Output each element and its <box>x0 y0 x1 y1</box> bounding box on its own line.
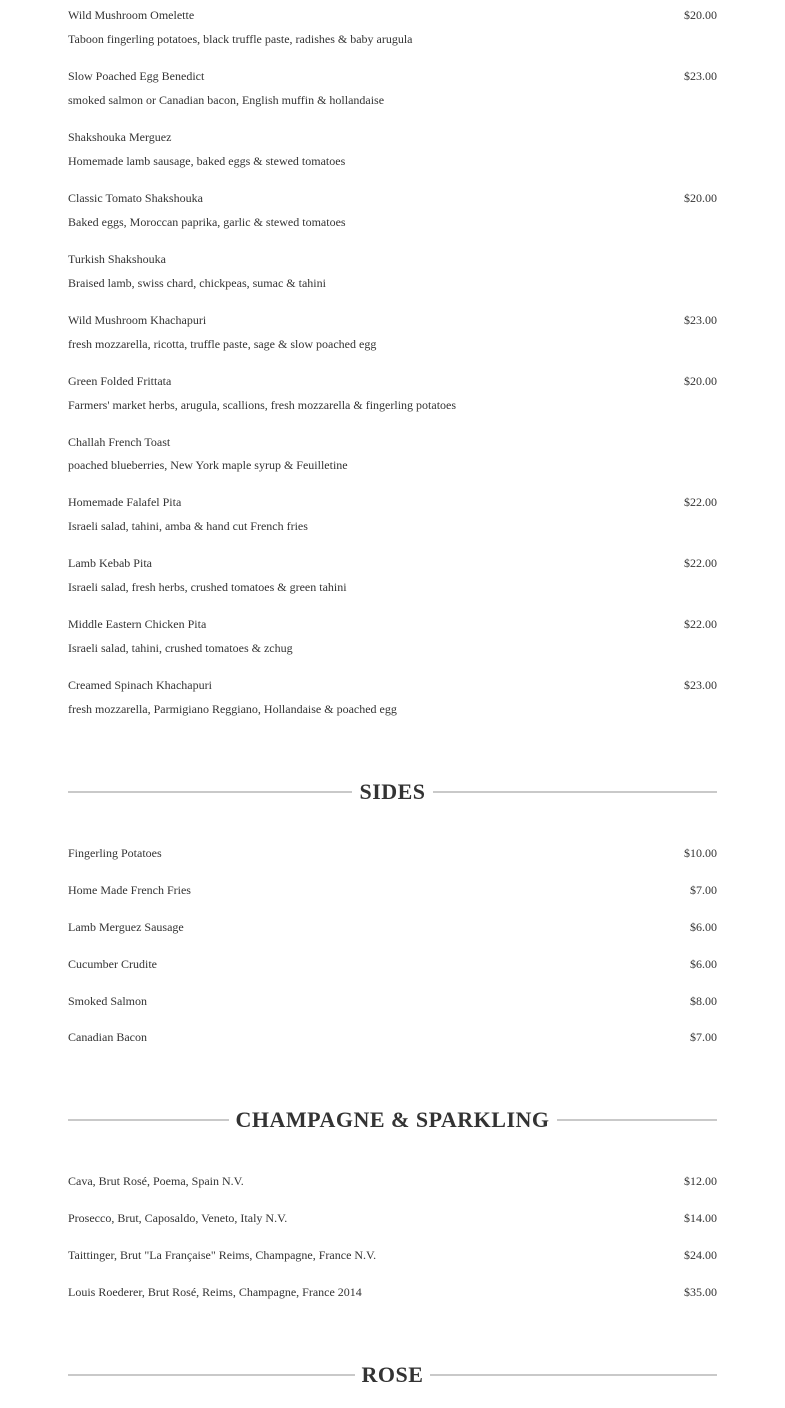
menu-item <box>68 69 717 107</box>
wine-item-name: Louis Roederer, Brut Rosé, Reims, Champagne, France 2014 <box>68 1285 362 1299</box>
menu-item-description: Taboon fingerling potatoes, black truffle paste, radishes & baby arugula <box>68 32 413 46</box>
section-title: CHAMPAGNE & SPARKLING <box>235 1107 550 1132</box>
menu-item-name: Classic Tomato Shakshouka <box>68 191 203 205</box>
side-item <box>68 1030 717 1044</box>
divider-line <box>68 1119 229 1121</box>
side-item <box>68 920 717 934</box>
menu-item <box>68 8 717 46</box>
wine-item <box>68 1285 717 1299</box>
menu-item-description: Israeli salad, tahini, crushed tomatoes & zchug <box>68 641 293 655</box>
menu-item-name: Wild Mushroom Omelette <box>68 8 195 22</box>
section-header-sparkling <box>68 1107 717 1133</box>
menu-item-name: Middle Eastern Chicken Pita <box>68 617 207 631</box>
side-item-name: Smoked Salmon <box>68 994 148 1008</box>
side-item-name: Home Made French Fries <box>68 883 191 897</box>
menu-item <box>68 495 717 533</box>
section-header-sides <box>68 779 717 805</box>
menu-item-description: Israeli salad, tahini, amba & hand cut French fries <box>68 519 308 533</box>
side-item-price: $7.00 <box>690 883 717 897</box>
wine-item-name: Cava, Brut Rosé, Poema, Spain N.V. <box>68 1174 244 1188</box>
menu-item <box>68 130 717 168</box>
menu-item-description: poached blueberries, New York maple syrup & Feuilletine <box>68 458 348 472</box>
wine-item <box>68 1248 717 1262</box>
wine-item-price: $35.00 <box>684 1285 717 1299</box>
wine-item <box>68 1211 717 1225</box>
menu-item-description: Homemade lamb sausage, baked eggs & stewed tomatoes <box>68 154 346 168</box>
side-item <box>68 957 717 971</box>
divider-line <box>68 1374 355 1376</box>
side-item-name: Lamb Merguez Sausage <box>68 920 184 934</box>
side-item-price: $7.00 <box>690 1030 717 1044</box>
menu-item-name: Creamed Spinach Khachapuri <box>68 678 212 692</box>
wine-item-name: Taittinger, Brut "La Française" Reims, Champagne, France N.V. <box>68 1248 377 1262</box>
menu-item-name: Wild Mushroom Khachapuri <box>68 313 207 327</box>
menu-item-description: fresh mozzarella, ricotta, truffle paste, sage & slow poached egg <box>68 337 377 351</box>
wine-item <box>68 1174 717 1188</box>
menu-item-price: $22.00 <box>684 617 717 631</box>
menu-item <box>68 556 717 594</box>
menu-item-price: $22.00 <box>684 495 717 509</box>
menu-item <box>68 435 717 472</box>
section-title: ROSE <box>361 1362 424 1387</box>
menu-item-description: Baked eggs, Moroccan paprika, garlic & stewed tomatoes <box>68 215 346 229</box>
side-item-price: $8.00 <box>690 994 717 1008</box>
divider-line <box>68 791 352 793</box>
side-item <box>68 883 717 897</box>
menu-item <box>68 678 717 716</box>
menu-item-description: smoked salmon or Canadian bacon, English muffin & hollandaise <box>68 93 385 107</box>
wine-item-price: $24.00 <box>684 1248 717 1262</box>
wine-item-name: Prosecco, Brut, Caposaldo, Veneto, Italy N.V. <box>68 1211 288 1225</box>
menu-item-description: Israeli salad, fresh herbs, crushed tomatoes & green tahini <box>68 580 347 594</box>
side-item-name: Canadian Bacon <box>68 1030 147 1044</box>
menu-item-price: $20.00 <box>684 191 717 205</box>
menu-item <box>68 313 717 351</box>
divider-line <box>433 791 717 793</box>
side-item <box>68 846 717 860</box>
menu-item-price: $22.00 <box>684 556 717 570</box>
menu-item-name: Challah French Toast <box>68 435 171 449</box>
menu-item-name: Shakshouka Merguez <box>68 130 172 144</box>
section-header-rose <box>68 1362 717 1388</box>
side-item-name: Fingerling Potatoes <box>68 846 162 860</box>
side-item <box>68 994 717 1008</box>
divider-line <box>557 1119 718 1121</box>
menu-item-price: $23.00 <box>684 678 717 692</box>
divider-line <box>430 1374 717 1376</box>
menu-item-price: $23.00 <box>684 313 717 327</box>
menu-item-price: $20.00 <box>684 8 717 22</box>
menu-item-name: Homemade Falafel Pita <box>68 495 182 509</box>
menu-item-description: Braised lamb, swiss chard, chickpeas, sumac & tahini <box>68 276 326 290</box>
menu-item-name: Lamb Kebab Pita <box>68 556 152 570</box>
menu-item-name: Turkish Shakshouka <box>68 252 166 266</box>
wine-item-price: $12.00 <box>684 1174 717 1188</box>
menu-item <box>68 191 717 229</box>
side-item-price: $6.00 <box>690 920 717 934</box>
side-item-price: $10.00 <box>684 846 717 860</box>
section-title: SIDES <box>359 779 426 804</box>
menu-item-price: $20.00 <box>684 374 717 388</box>
menu-item-name: Slow Poached Egg Benedict <box>68 69 205 83</box>
wine-item-price: $14.00 <box>684 1211 717 1225</box>
menu-item <box>68 617 717 655</box>
menu-item <box>68 374 717 412</box>
side-item-price: $6.00 <box>690 957 717 971</box>
menu-item <box>68 252 717 290</box>
menu-item-description: fresh mozzarella, Parmigiano Reggiano, Hollandaise & poached egg <box>68 702 397 716</box>
menu-item-name: Green Folded Frittata <box>68 374 172 388</box>
side-item-name: Cucumber Crudite <box>68 957 157 971</box>
menu-item-price: $23.00 <box>684 69 717 83</box>
menu-item-description: Farmers' market herbs, arugula, scallions, fresh mozzarella & fingerling potatoes <box>68 398 457 412</box>
